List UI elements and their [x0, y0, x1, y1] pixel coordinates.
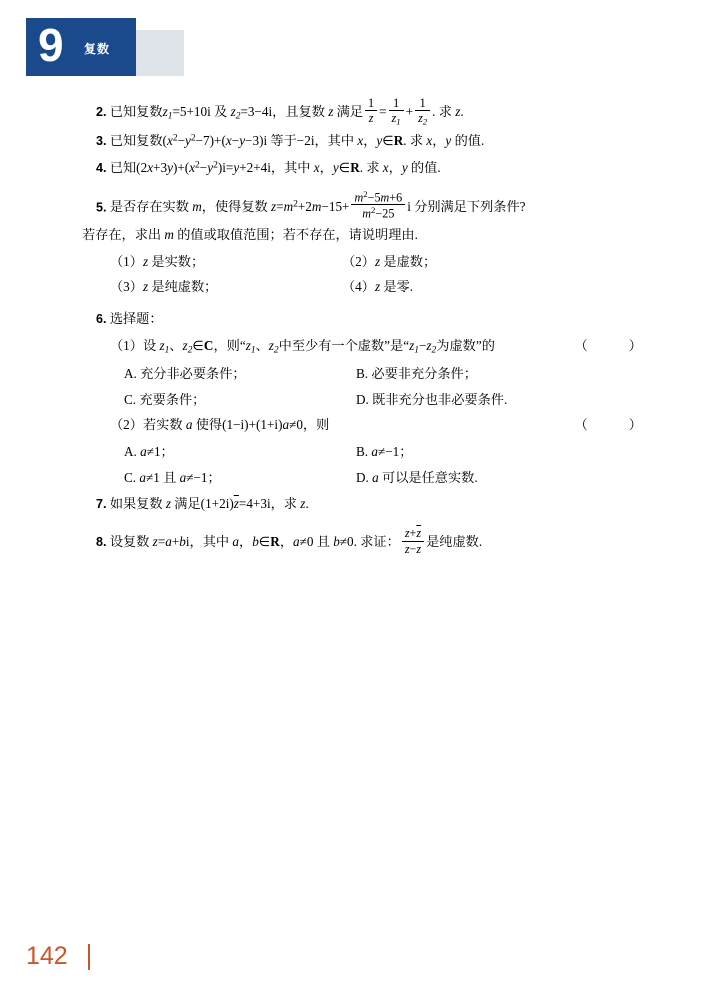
question-5-option-2: （2）z 是虚数； — [342, 253, 437, 269]
question-8-number: 8. — [96, 535, 107, 550]
question-6-sub-1: （1）设 $z_1$、$z_2\in C$，则“$z_1$、$z_2$中至少有一个虚数”是“$z_1-z_2$为虚数”的 （ ） — [110, 333, 656, 360]
page-footer — [26, 942, 90, 971]
question-5-options-row-2 — [110, 274, 656, 300]
footer-rule — [88, 944, 90, 970]
question-6-1-option-b: B. 必要非充分条件； — [356, 365, 477, 381]
question-6-2-option-b: B. a≠−1； — [356, 444, 413, 460]
question-5-line2: 若存在，求出 m 的值或取值范围；若不存在，请说明理由. — [82, 226, 418, 242]
fraction-1-over-z2: $\frac{1}{\overline{z}_2}$ — [415, 96, 430, 127]
question-8 — [96, 526, 656, 556]
page-number: 142 — [26, 942, 68, 970]
question-6-1-options-row-1 — [124, 361, 656, 387]
fraction-m-expression: $\frac{m^2-5m+6}{m^2-25}$ — [351, 189, 405, 221]
question-8-text: 设复数 z=a+bi，其中 a，b∈R，a≠0 且 b≠0. 求证： $\frac{z+\overline{z}}{z-\overline{z}}$ 是纯虚数. — [109, 526, 483, 556]
question-7 — [96, 491, 656, 517]
question-3-text: 已知复数$(x^2-y^2-7)+(x-y-3)i$ 等于−2i，其中 x，y∈R. 求 x，y 的值. — [109, 133, 485, 149]
question-6-1-option-c: C. 充要条件； — [124, 391, 206, 407]
question-7-text: 如果复数 z 满足$(1+2i)\overline{z}=4+3i$，求 z. — [109, 495, 309, 511]
question-6-1-options-row-2 — [124, 387, 656, 413]
question-6-number: 6. — [96, 312, 107, 327]
question-2 — [96, 96, 656, 127]
question-6-2-option-d: D. a 可以是任意实数. — [356, 469, 478, 485]
chapter-number: 9 — [38, 19, 63, 71]
header-shadow-block — [136, 30, 184, 76]
question-6 — [96, 306, 656, 332]
question-4-text: 已知$(2x+3y)+(x^2-y^2)i=y+2+4i$，其中 x，y∈R. 求 x，y 的值. — [109, 159, 441, 175]
question-6-1-answer-paren: （ ） — [574, 337, 656, 353]
question-6-2-options-row-2 — [124, 465, 656, 491]
fraction-1-over-z: $\frac{1}{z}$ — [365, 96, 377, 126]
question-7-number: 7. — [96, 496, 107, 511]
question-5 — [96, 189, 656, 221]
question-3 — [96, 128, 656, 154]
question-3-number: 3. — [96, 134, 107, 149]
fraction-1-over-z1: $\frac{1}{\overline{z}_1}$ — [389, 96, 404, 127]
question-5-option-1: （1）z 是实数； — [110, 253, 205, 269]
header-bar — [26, 18, 136, 76]
question-5-number: 5. — [96, 200, 107, 215]
question-6-1-option-a: A. 充分非必要条件； — [124, 365, 246, 381]
question-2-text: 已知复数$z_1=5+10i$ 及 $z_2=3-4i$，且复数 z 满足 $\frac{1}{z}$ = $\frac{1}{\overline{z}_1}$ + $\frac{1}{\overline{z}_2}$ . 求 z. — [109, 96, 464, 127]
chapter-title: 复数 — [84, 42, 111, 56]
question-5-text: 是否存在实数 m，使得复数 $z=m^2+2m-15+$ $\frac{m^2-5m+6}{m^2-25}$ i 分别满足下列条件? — [109, 188, 526, 221]
question-4-number: 4. — [96, 160, 107, 175]
question-6-2-option-c: C. a≠1 且 a≠−1； — [124, 469, 221, 485]
question-6-2-options-row-1 — [124, 439, 656, 465]
question-6-1-option-d: D. 既非充分也非必要条件. — [356, 391, 508, 407]
question-6-sub-2: （2）若实数 a 使得(1−i)+(1+i)a≠0，则 （ ） — [110, 412, 656, 438]
question-5-option-4: （4）z 是零. — [342, 279, 414, 295]
question-5-options-row-1 — [110, 249, 656, 275]
chapter-header — [26, 18, 176, 76]
question-6-title: 选择题： — [109, 311, 163, 327]
question-6-2-option-a: A. a≠1； — [124, 444, 174, 460]
question-5-option-3: （3）z 是纯虚数； — [110, 279, 218, 295]
question-2-number: 2. — [96, 105, 107, 119]
question-6-2-answer-paren: （ ） — [574, 417, 656, 433]
fraction-z-plus-zbar-over-z-minus-zbar: $\frac{z+\overline{z}}{z-\overline{z}}$ — [402, 526, 424, 556]
question-4 — [96, 155, 656, 181]
exercise-list — [82, 96, 656, 557]
